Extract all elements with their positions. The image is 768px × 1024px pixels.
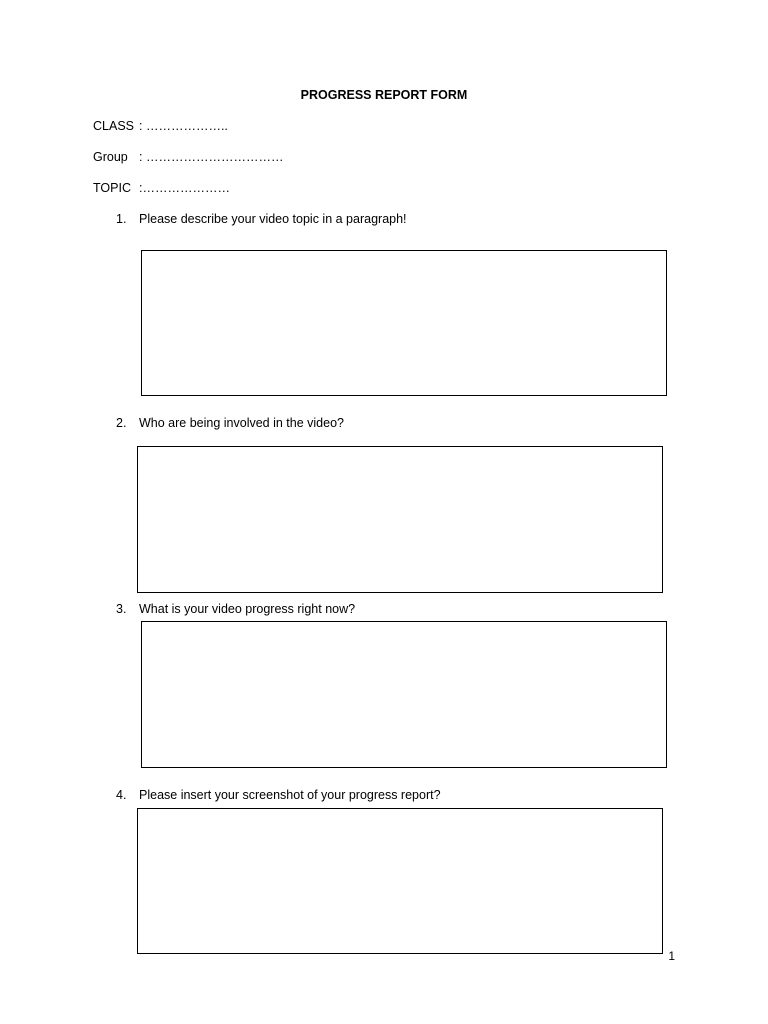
question-3-text: What is your video progress right now?: [139, 602, 356, 616]
question-1-text: Please describe your video topic in a paragraph!: [139, 212, 407, 226]
answer-box-2[interactable]: [137, 446, 663, 593]
question-1-number: 1.: [116, 212, 127, 226]
topic-value[interactable]: :…………………: [139, 181, 230, 195]
answer-box-3[interactable]: [141, 621, 667, 768]
form-title: PROGRESS REPORT FORM: [300, 88, 468, 102]
question-2-number: 2.: [116, 416, 127, 430]
topic-label: TOPIC: [93, 181, 131, 195]
question-3-number: 3.: [116, 602, 127, 616]
question-2: [116, 415, 344, 431]
question-1: [116, 211, 407, 227]
question-3: [116, 601, 355, 617]
question-4-number: 4.: [116, 788, 127, 802]
class-value[interactable]: : ………………..: [139, 119, 228, 133]
group-value[interactable]: : ……………………………: [139, 150, 284, 164]
topic-field: [93, 180, 230, 196]
group-field: [93, 149, 283, 165]
question-2-text: Who are being involved in the video?: [139, 416, 344, 430]
question-4: [116, 787, 441, 803]
question-4-text: Please insert your screenshot of your progress report?: [139, 788, 441, 802]
answer-box-4[interactable]: [137, 808, 663, 954]
answer-box-1[interactable]: [141, 250, 667, 396]
group-label: Group: [93, 150, 128, 164]
class-label: CLASS: [93, 119, 134, 133]
class-field: [93, 118, 228, 134]
page-number: 1: [668, 949, 675, 963]
